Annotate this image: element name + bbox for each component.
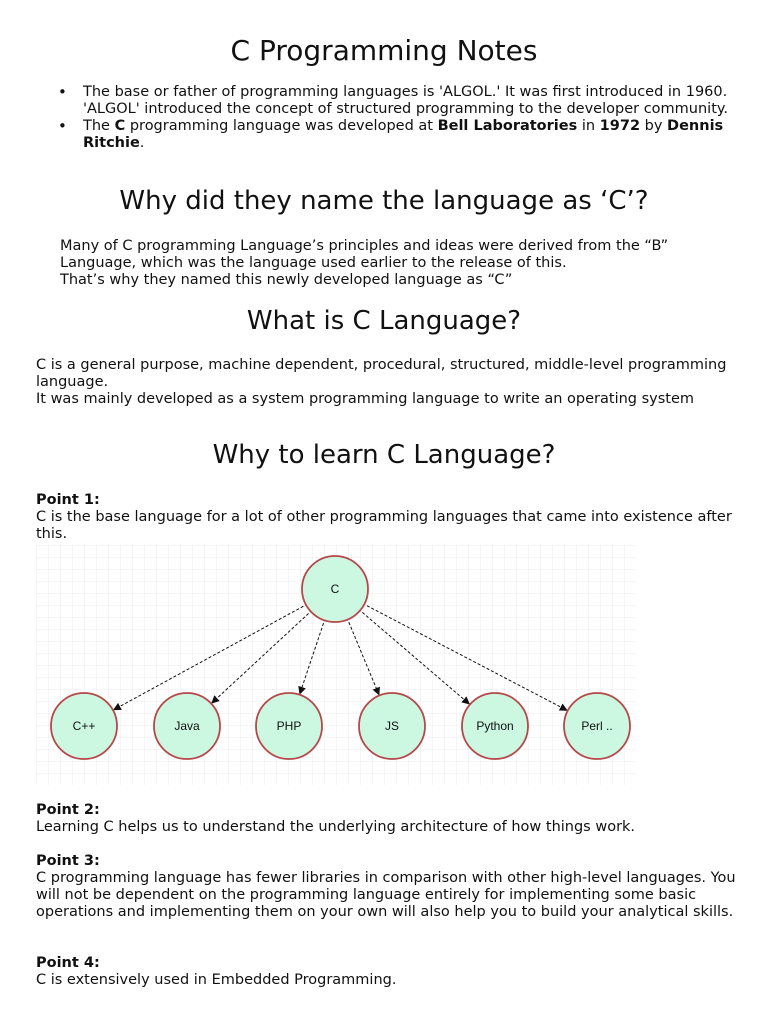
heading-why-learn-c: Why to learn C Language?	[212, 440, 556, 470]
point-4-label: Point 4:	[36, 955, 100, 971]
why-c-line-1: Many of C programming Language’s principles and ideas were derived from the “B” Language, which was the language used earlier to the release of this.	[60, 238, 669, 271]
language-family-diagram	[36, 545, 636, 785]
node-child	[462, 693, 528, 759]
bullet-item	[58, 84, 738, 118]
node-child	[256, 693, 322, 759]
heading-why-named-c: Why did they name the language as ‘C’?	[119, 186, 649, 216]
bullet-algol-text: The base or father of programming languages is 'ALGOL.' It was first introduced in 1960. 'ALGOL' introduced the concept of structured programming to the developer community.	[83, 84, 729, 117]
bullet-text: .	[139, 135, 145, 151]
bullet-text: programming language was developed at	[125, 118, 438, 134]
point-3-label: Point 3:	[36, 853, 100, 869]
point-4	[36, 955, 736, 989]
bullet-bold-bell-labs: Bell Laboratories	[437, 118, 578, 134]
bullet-text: by	[640, 118, 668, 134]
node-child	[564, 693, 630, 759]
node-child	[359, 693, 425, 759]
bullet-text: The	[83, 118, 115, 134]
node-child	[154, 693, 220, 759]
point-2-text: Learning C helps us to understand the underlying architecture of how things work.	[36, 819, 636, 835]
bullet-item	[58, 118, 738, 152]
bullet-bold-c: C	[114, 118, 126, 134]
node-child-label: JS	[384, 719, 400, 733]
node-child-label: Python	[476, 719, 514, 733]
why-c-line-2: That’s why they named this newly developed language as “C”	[60, 272, 513, 288]
bullet-text: in	[577, 118, 600, 134]
node-child	[51, 693, 117, 759]
bullet-bold-author: Dennis Ritchie	[83, 118, 724, 151]
node-child-label: Perl ..	[581, 719, 613, 733]
node-child-label: C++	[72, 719, 96, 733]
page-title: C Programming Notes	[230, 34, 538, 67]
node-child-label: PHP	[276, 719, 302, 733]
point-1-text: C is the base language for a lot of other programming languages that came into existence after this.	[36, 509, 732, 542]
bullet-bold-year: 1972	[599, 118, 641, 134]
point-1-label: Point 1:	[36, 492, 100, 508]
why-c-paragraph	[60, 238, 730, 289]
what-is-c-line-1: C is a general purpose, machine dependent, procedural, structured, middle-level programming language.	[36, 357, 727, 390]
intro-bullet-list	[58, 84, 738, 152]
node-c-label: C	[330, 582, 340, 596]
what-is-c-line-2: It was mainly developed as a system programming language to write an operating system	[36, 391, 695, 407]
point-1	[36, 492, 736, 543]
point-4-text: C is extensively used in Embedded Programming.	[36, 972, 397, 988]
point-2	[36, 802, 736, 836]
node-child-label: Java	[174, 719, 200, 733]
heading-what-is-c: What is C Language?	[246, 306, 522, 336]
point-3-text: C programming language has fewer libraries in comparison with other high-level languages. You will not be dependent on the programming language entirely for implementing some basic operations and implementing them on your own will also help you to build your analytical skills.	[36, 870, 736, 920]
point-3	[36, 853, 736, 921]
what-is-c-paragraph	[36, 357, 736, 408]
point-2-label: Point 2:	[36, 802, 100, 818]
node-c	[302, 556, 368, 622]
